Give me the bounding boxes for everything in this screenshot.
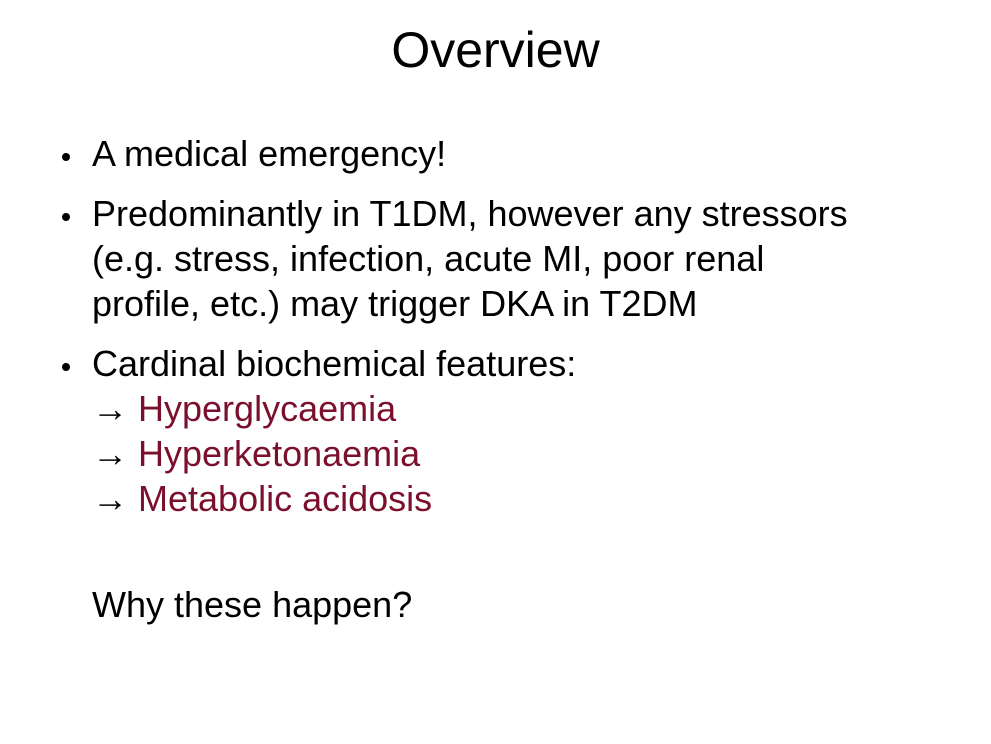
feature-line — [92, 386, 952, 431]
bullet-line: profile, etc.) may trigger DKA in T2DM — [92, 283, 698, 324]
bullet-dot-icon — [62, 363, 70, 371]
feature-hyperglycaemia: Hyperglycaemia — [138, 388, 397, 429]
arrow-icon: → — [92, 388, 139, 429]
feature-metabolic-acidosis: Metabolic acidosis — [138, 478, 433, 519]
arrow-icon: → — [92, 478, 139, 519]
bullet-line: (e.g. stress, infection, acute MI, poor renal — [92, 238, 765, 279]
bullet-dot-icon — [62, 153, 70, 161]
feature-hyperketonaemia: Hyperketonaemia — [138, 433, 421, 474]
bullet-dot-icon — [62, 213, 70, 221]
bullet-text — [92, 191, 952, 326]
arrow-icon: → — [92, 433, 139, 474]
bullet-line: Cardinal biochemical features: — [92, 343, 577, 384]
bullet-line: Predominantly in T1DM, however any stressors — [92, 193, 848, 234]
closing-question: Why these happen? — [92, 584, 413, 625]
bullet-text — [92, 341, 952, 521]
bullet-line: A medical emergency! — [92, 133, 447, 174]
feature-line — [92, 431, 952, 476]
feature-line — [92, 476, 952, 521]
slide-title: Overview — [391, 22, 600, 78]
bullet-text — [92, 131, 952, 176]
